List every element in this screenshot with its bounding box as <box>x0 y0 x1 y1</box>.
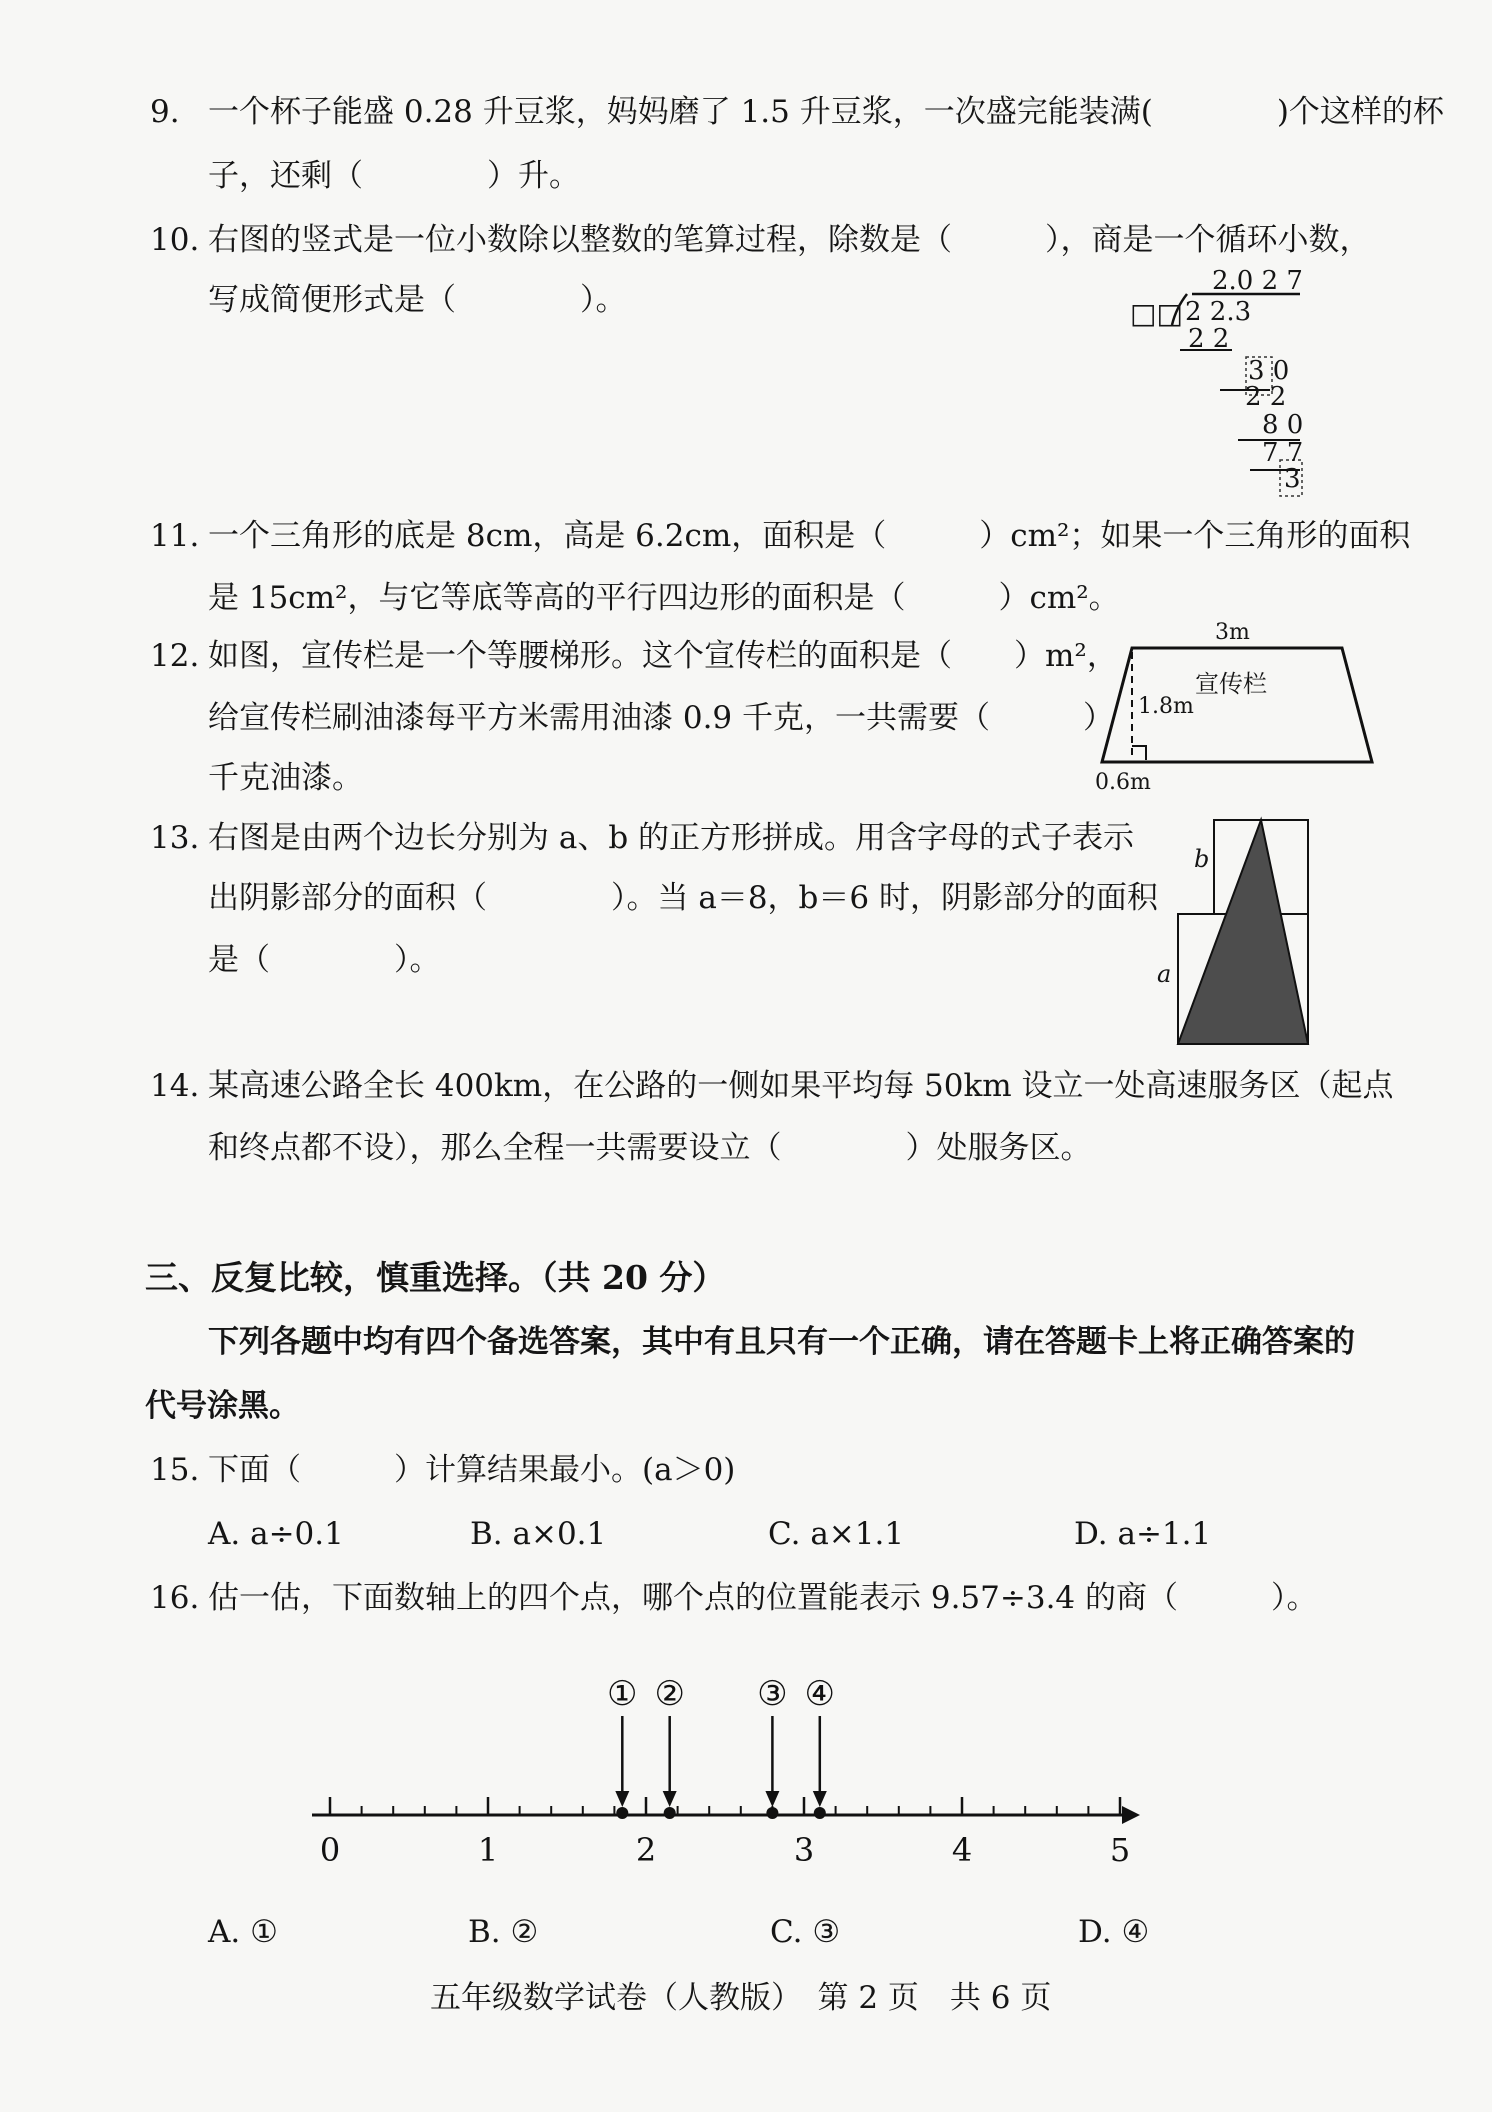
section-3-instruction: 下列各题中均有四个备选答案，其中有且只有一个正确，请在答题卡上将正确答案的 <box>208 1324 1355 1360</box>
number-line-point <box>616 1807 628 1819</box>
option-c[interactable]: C. a×1.1 <box>768 1516 905 1552</box>
option-b[interactable]: B. ② <box>468 1914 539 1950</box>
question-13-line2: 出阴影部分的面积（ ）。当 a＝8，b＝6 时，阴影部分的面积 <box>208 880 1158 916</box>
question-number: 10. <box>150 222 200 258</box>
question-number: 9. <box>150 94 180 130</box>
point-arrowhead <box>615 1791 629 1807</box>
division-divisor-boxes: □□ <box>1130 297 1183 330</box>
division-row: 2 2 <box>1188 324 1230 354</box>
tick-label: 3 <box>793 1831 815 1869</box>
question-number: 14. <box>150 1068 200 1104</box>
section-3-title: 三、反复比较，慎重选择。（共 20 分） <box>145 1258 726 1297</box>
question-12-line3: 千克油漆。 <box>208 760 363 796</box>
tick-label: 4 <box>951 1831 973 1869</box>
division-row: 2 2 <box>1245 382 1287 412</box>
trapezoid-title: 宣传栏 <box>1195 670 1267 698</box>
section-3-instruction-line2: 代号涂黑。 <box>145 1388 300 1424</box>
point-arrowhead <box>663 1791 677 1807</box>
point-label: ③ <box>757 1674 788 1714</box>
question-text: 估一估，下面数轴上的四个点，哪个点的位置能表示 9.57÷3.4 的商（ ）。 <box>208 1580 1318 1616</box>
point-label: ② <box>654 1674 685 1714</box>
tick-label: 2 <box>635 1831 657 1869</box>
question-number: 13. <box>150 820 200 856</box>
question-12-line2: 给宣传栏刷油漆每平方米需用油漆 0.9 千克，一共需要（ ） <box>208 700 1115 736</box>
label-b: b <box>1194 845 1210 873</box>
question-text: 一个杯子能盛 0.28 升豆浆，妈妈磨了 1.5 升豆浆，一次盛完能装满( )个这样的杯 <box>208 94 1444 130</box>
division-dividend: 2 2.3 <box>1185 297 1252 327</box>
point-arrowhead <box>765 1791 779 1807</box>
question-11-line2: 是 15cm²，与它等底等高的平行四边形的面积是（ ）cm²。 <box>208 580 1120 616</box>
question-text: 如图，宣传栏是一个等腰梯形。这个宣传栏的面积是（ ）m²， <box>208 638 1118 674</box>
number-line-point <box>814 1807 826 1819</box>
page-footer: 五年级数学试卷（人教版） 第 2 页 共 6 页 <box>430 1980 1052 2016</box>
tick-label: 1 <box>477 1831 499 1869</box>
option-a[interactable]: A. a÷0.1 <box>208 1516 344 1552</box>
question-text: 某高速公路全长 400km，在公路的一侧如果平均每 50km 设立一处高速服务区（起点 <box>208 1068 1394 1104</box>
trapezoid-offset-label: 0.6m <box>1095 770 1151 795</box>
option-d[interactable]: D. a÷1.1 <box>1074 1516 1212 1552</box>
tick-label: 0 <box>319 1831 341 1869</box>
question-14-line2: 和终点都不设），那么全程一共需要设立（ ）处服务区。 <box>208 1130 1092 1166</box>
question-number: 11. <box>150 518 200 554</box>
question-text: 右图的竖式是一位小数除以整数的笔算过程，除数是（ ），商是一个循环小数， <box>208 222 1371 258</box>
tick-label: 5 <box>1109 1831 1131 1869</box>
option-a[interactable]: A. ① <box>208 1914 278 1950</box>
division-quotient: 2.0 2 7 <box>1212 266 1303 296</box>
division-row: 8 0 <box>1262 410 1304 440</box>
question-text: 右图是由两个边长分别为 a、b 的正方形拼成。用含字母的式子表示 <box>208 820 1135 856</box>
point-label: ④ <box>804 1674 836 1714</box>
question-9-line2: 子，还剩（ ）升。 <box>208 158 580 194</box>
question-text: 下面（ ）计算结果最小。(a＞0) <box>208 1452 736 1488</box>
division-row: 7 7 <box>1262 438 1304 468</box>
question-number: 15. <box>150 1452 200 1488</box>
question-13-line3: 是（ ）。 <box>208 942 441 978</box>
number-line-point <box>766 1807 778 1819</box>
number-line-point <box>664 1807 676 1819</box>
point-label: ① <box>607 1674 638 1714</box>
trapezoid-height-label: 1.8m <box>1138 694 1194 719</box>
option-b[interactable]: B. a×0.1 <box>470 1516 607 1552</box>
question-text: 一个三角形的底是 8cm，高是 6.2cm，面积是（ ）cm²；如果一个三角形的面积 <box>208 518 1411 554</box>
question-number: 16. <box>150 1580 200 1616</box>
point-arrowhead <box>813 1791 827 1807</box>
division-row: 3 0 <box>1248 356 1290 386</box>
trapezoid-top-label: 3m <box>1215 620 1250 645</box>
question-number: 12. <box>150 638 200 674</box>
question-10-line2: 写成简便形式是（ ）。 <box>208 282 627 318</box>
option-d[interactable]: D. ④ <box>1078 1914 1150 1950</box>
division-row: 3 <box>1284 464 1301 494</box>
label-a: a <box>1157 960 1172 988</box>
option-c[interactable]: C. ③ <box>770 1914 841 1950</box>
